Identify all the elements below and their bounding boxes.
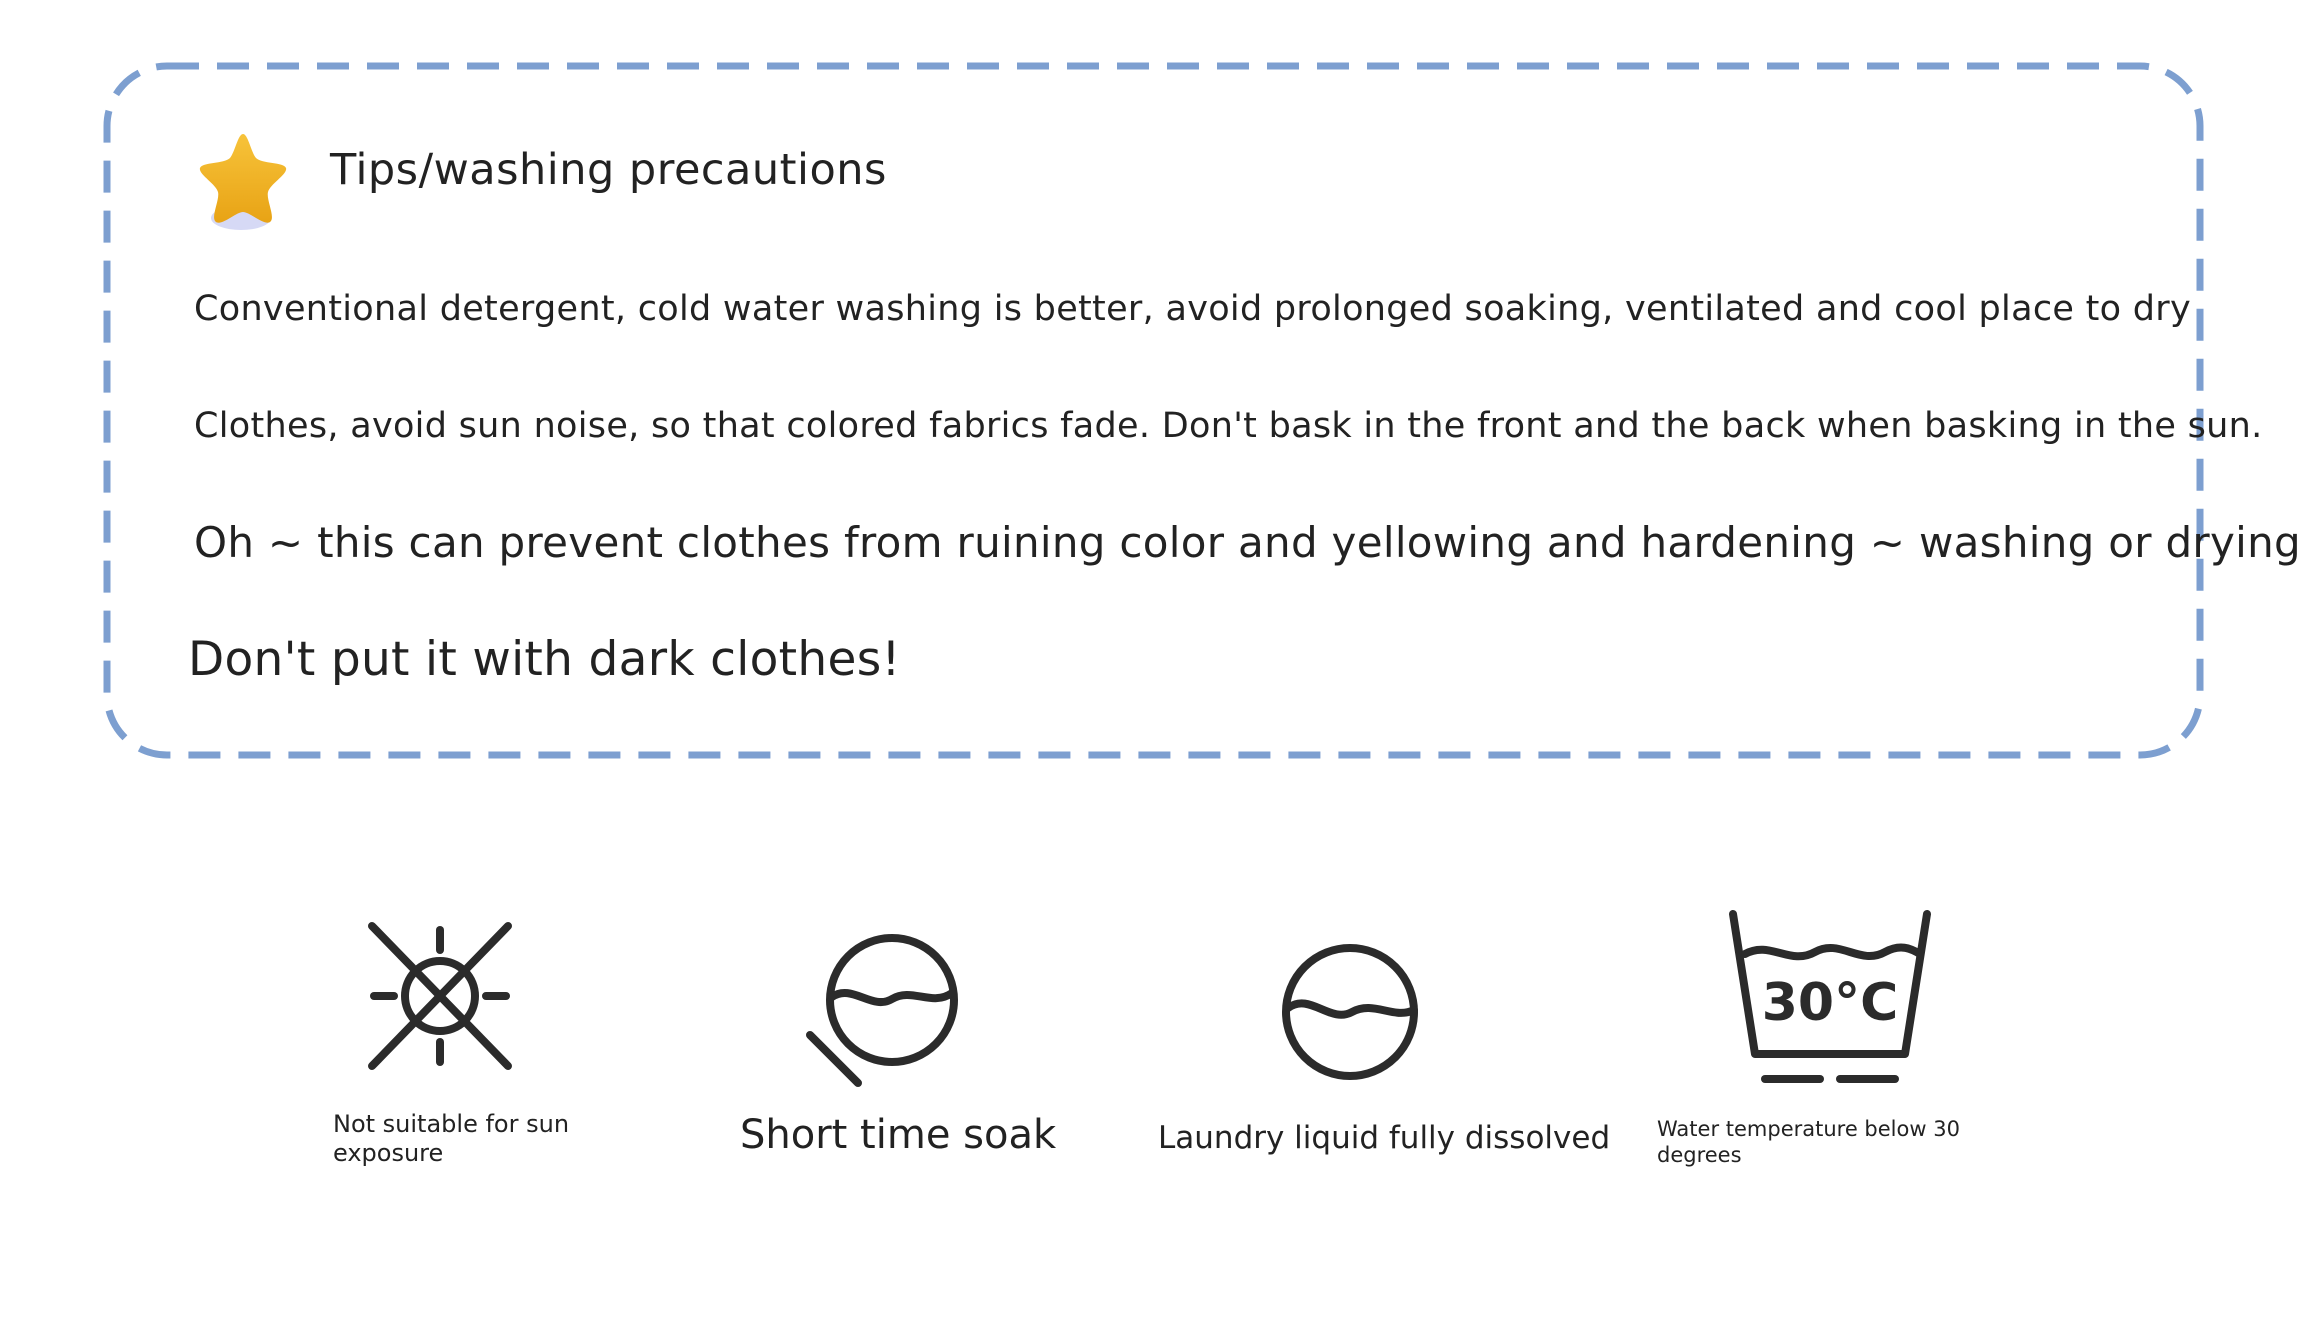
care-label-short-soak: Short time soak [740,1112,1057,1158]
care-label-dissolved: Laundry liquid fully dissolved [1158,1120,1611,1156]
temperature-text: 30°C [1761,973,1899,1033]
care-label-wash-30: Water temperature below 30 degrees [1657,1117,1960,1167]
tip-line-1: Conventional detergent, cold water washing is better, avoid prolonged soaking, ventilated and cool place to dry [194,289,2192,329]
dissolved-liquid-icon [1270,932,1430,1092]
care-label-no-sun: Not suitable for sun exposure [333,1110,570,1167]
care-symbol-dissolved [1150,880,1611,1200]
short-soak-icon [800,925,960,1095]
care-symbol-no-sun [330,880,630,1200]
care-symbol-wash-30 [1655,880,2035,1200]
no-sun-icon [362,910,522,1080]
tip-line-3: Oh ~ this can prevent clothes from ruining color and yellowing and hardening ~ washing or drying [194,518,2301,567]
tips-title: Tips/washing precautions [330,145,887,195]
tips-box [103,62,2301,759]
tip-line-4: Don't put it with dark clothes! [188,632,901,687]
wash-30-icon [1725,904,1935,1084]
star-icon [188,126,298,236]
tip-line-2: Clothes, avoid sun noise, so that colored fabrics fade. Don't bask in the front and the back when basking in the sun. [194,406,2263,446]
care-symbol-short-soak [735,880,1055,1200]
